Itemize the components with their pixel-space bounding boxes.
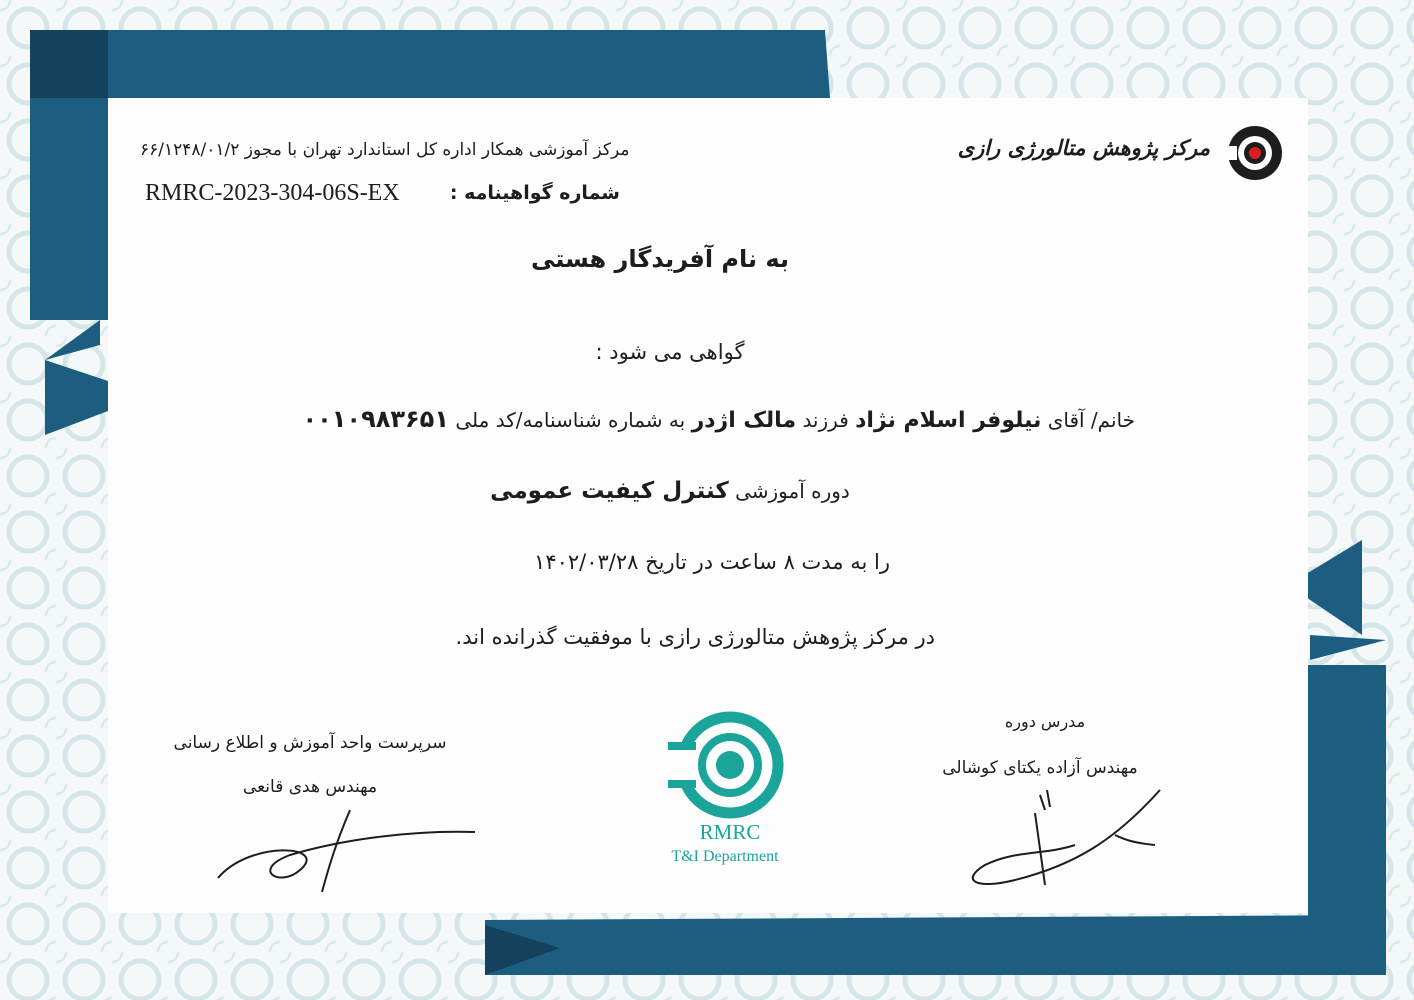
license-line: مرکز آموزشی همکار اداره کل استاندارد تهران با مجوز ۶۶/۱۲۴۸/۰۱/۲ — [140, 140, 630, 160]
recipient-line — [255, 405, 1135, 433]
left-signatory-title: سرپرست واحد آموزش و اطلاع رسانی — [173, 733, 447, 753]
child-of-label: فرزند — [802, 408, 849, 432]
right-signatory-title: مدرس دوره — [1004, 712, 1086, 731]
id-label: به شماره شناسنامه/کد ملی — [455, 408, 686, 432]
certify-text: گواهی می شود : — [595, 340, 745, 364]
duration-date-line: را به مدت ۸ ساعت در تاریخ ۱۴۰۲/۰۳/۲۸ — [534, 550, 890, 574]
left-signature-icon — [210, 800, 480, 900]
rmrc-logo-icon — [1215, 120, 1291, 186]
organization-name: مرکز پژوهش متالورژی رازی — [957, 135, 1210, 160]
course-name: کنترل کیفیت عمومی — [490, 478, 729, 504]
right-signature-icon — [955, 785, 1165, 905]
right-signatory-name: مهندس آزاده یکتای کوشالی — [942, 758, 1138, 778]
rmrc-stamp-icon — [658, 710, 788, 820]
certificate-number-label: شماره گواهینامه : — [449, 182, 620, 204]
recipient-name: نیلوفر اسلام نژاد — [855, 408, 1042, 433]
stamp-department-text: T&I Department — [671, 848, 779, 865]
invocation-heading: به نام آفریدگار هستی — [531, 245, 789, 273]
course-label: دوره آموزشی — [735, 479, 850, 503]
certificate-number: RMRC-2023-304-06S-EX — [145, 180, 400, 206]
father-name: مالک اژدر — [691, 408, 797, 433]
completion-line: در مرکز پژوهش متالورژی رازی با موفقیت گذرانده اند. — [455, 625, 935, 649]
national-id: ۰۰۱۰۹۸۳۶۵۱ — [302, 405, 449, 433]
stamp-rmrc-text: RMRC — [699, 820, 761, 844]
course-line — [480, 478, 860, 504]
left-signatory-name: مهندس هدی قانعی — [242, 777, 378, 797]
honorific: خانم/ آقای — [1047, 408, 1135, 432]
